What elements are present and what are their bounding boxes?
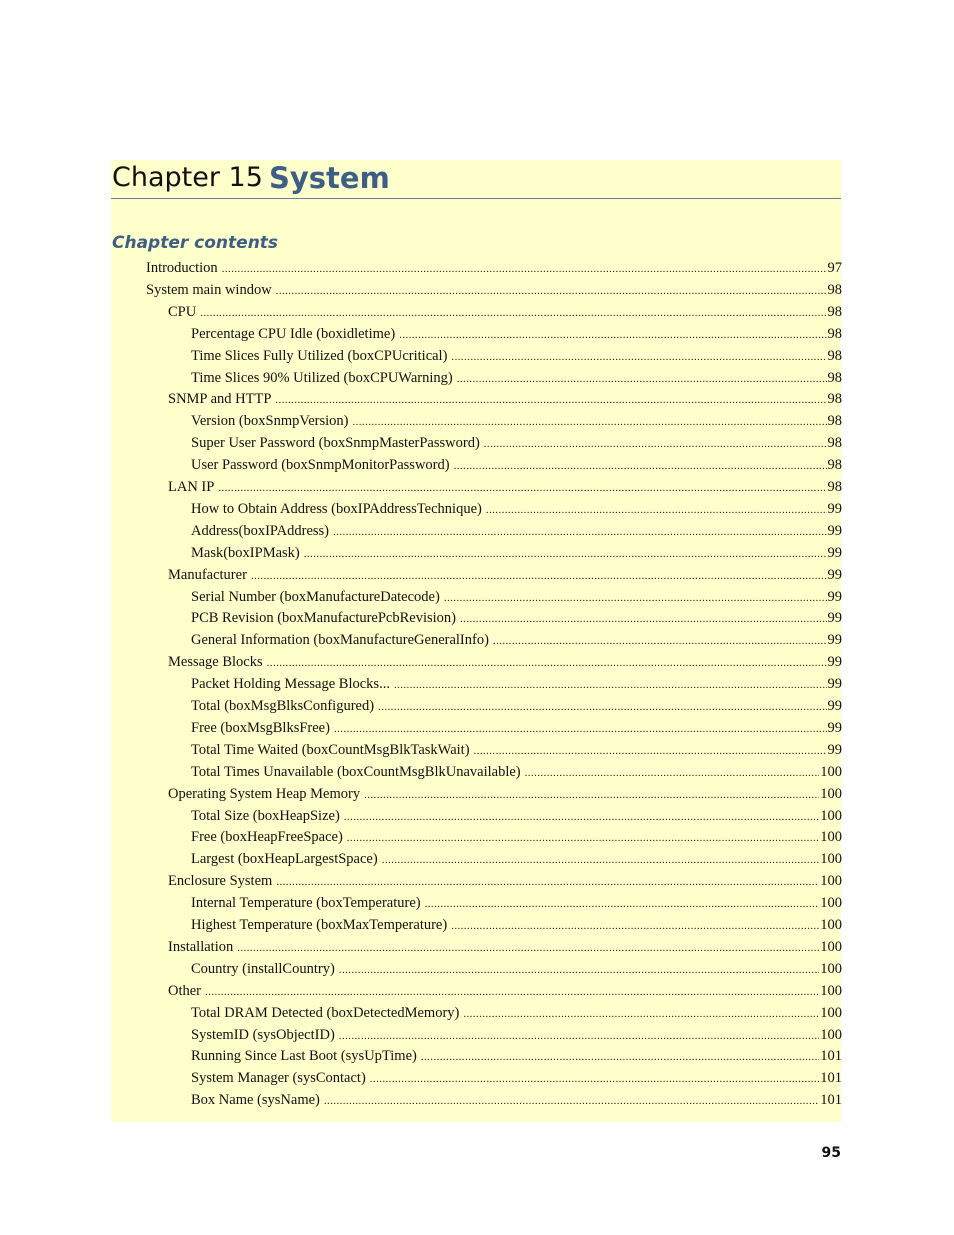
toc-entry[interactable] xyxy=(191,762,842,782)
toc-entry-title: Free (boxMsgBlksFree) xyxy=(191,719,330,736)
toc-entry-page: 100 xyxy=(820,807,842,824)
toc-entry-title: Total Times Unavailable (boxCountMsgBlkUnavailable) xyxy=(191,763,521,780)
toc-entry-title: General Information (boxManufactureGeneralInfo) xyxy=(191,632,489,649)
toc-dot-leader xyxy=(205,982,819,1002)
toc-entry-title: Version (boxSnmpVersion) xyxy=(191,413,349,430)
toc-dot-leader xyxy=(339,960,819,980)
toc-dot-leader xyxy=(267,653,827,673)
toc-entry[interactable] xyxy=(146,280,842,300)
toc-entry-title: Total (boxMsgBlksConfigured) xyxy=(191,698,375,714)
toc-entry-page: 99 xyxy=(827,654,842,671)
toc-entry[interactable] xyxy=(191,499,842,519)
toc-dot-leader xyxy=(218,478,826,498)
toc-entry[interactable] xyxy=(191,718,842,738)
toc-entry[interactable] xyxy=(168,477,842,497)
toc-dot-leader xyxy=(200,303,826,323)
toc-entry-page: 100 xyxy=(820,1026,842,1043)
toc-entry-title: Other xyxy=(168,982,202,999)
toc-entry-title: LAN IP xyxy=(168,479,215,495)
toc-dot-leader xyxy=(463,1004,819,1024)
toc-entry[interactable] xyxy=(191,827,842,847)
toc-dot-leader xyxy=(474,741,827,761)
toc-entry-title: SystemID (sysObjectID) xyxy=(191,1026,335,1043)
toc-entry[interactable] xyxy=(191,740,842,760)
toc-entry-page: 100 xyxy=(820,873,842,890)
toc-entry-page: 100 xyxy=(820,851,842,868)
toc-entry-title: Total Size (boxHeapSize) xyxy=(191,807,340,824)
toc-entry-page: 99 xyxy=(827,588,842,605)
toc-dot-leader xyxy=(304,544,827,564)
toc-dot-leader xyxy=(394,675,827,695)
toc-entry-page: 100 xyxy=(820,917,842,933)
toc-dot-leader xyxy=(378,697,826,717)
toc-entry-title: Super User Password (boxSnmpMasterPassword) xyxy=(191,435,480,452)
toc-dot-leader xyxy=(370,1069,819,1089)
toc-dot-leader xyxy=(451,916,819,936)
toc-dot-leader xyxy=(454,456,827,476)
toc-dot-leader xyxy=(324,1091,819,1111)
toc-entry[interactable] xyxy=(191,1003,842,1023)
toc-entry-title: PCB Revision (boxManufacturePcbRevision) xyxy=(191,610,457,627)
toc-entry[interactable] xyxy=(191,1046,842,1066)
toc-dot-leader xyxy=(237,938,819,958)
toc-entry[interactable] xyxy=(191,696,842,716)
toc-entry[interactable] xyxy=(168,652,842,672)
toc-entry[interactable] xyxy=(168,937,842,957)
toc-entry-page: 100 xyxy=(820,960,842,977)
chapter-contents-heading: Chapter contents xyxy=(112,233,279,253)
toc-entry-title: Address(boxIPAddress) xyxy=(191,522,330,539)
toc-entry-title: Total DRAM Detected (boxDetectedMemory) xyxy=(191,1004,460,1021)
toc-entry[interactable] xyxy=(191,455,842,475)
toc-entry-title: Total Time Waited (boxCountMsgBlkTaskWait) xyxy=(191,741,470,758)
toc-entry-title: CPU xyxy=(168,303,197,320)
toc-entry-page: 101 xyxy=(820,1070,842,1087)
toc-entry-page: 100 xyxy=(820,895,842,912)
toc-entry-page: 97 xyxy=(827,260,842,276)
toc-entry[interactable] xyxy=(191,630,842,650)
toc-dot-leader xyxy=(486,500,827,520)
toc-entry-title: Serial Number (boxManufactureDatecode) xyxy=(191,588,440,605)
toc-entry-title: Message Blocks xyxy=(168,654,263,671)
toc-entry-page: 100 xyxy=(820,763,842,780)
toc-entry-page: 101 xyxy=(820,1092,842,1109)
toc-entry[interactable] xyxy=(191,346,842,366)
toc-entry-title: Mask(boxIPMask) xyxy=(191,544,300,561)
toc-entry[interactable] xyxy=(168,784,842,804)
toc-dot-leader xyxy=(460,609,826,629)
toc-entry-page: 98 xyxy=(827,325,842,342)
toc-entry[interactable] xyxy=(191,1068,842,1088)
toc-entry-title: SNMP and HTTP xyxy=(168,391,272,408)
toc-entry-title: Packet Holding Message Blocks... xyxy=(191,676,390,693)
toc-dot-leader xyxy=(334,719,827,739)
toc-entry-title: Time Slices Fully Utilized (boxCPUcritical) xyxy=(191,347,448,364)
toc-entry-page: 99 xyxy=(827,522,842,539)
toc-dot-leader xyxy=(451,347,826,367)
toc-entry-title: Installation xyxy=(168,938,234,955)
toc-entry[interactable] xyxy=(168,302,842,322)
toc-dot-leader xyxy=(364,785,819,805)
toc-entry[interactable] xyxy=(191,433,842,453)
toc-dot-leader xyxy=(333,522,826,542)
toc-entry[interactable] xyxy=(168,981,842,1001)
toc-entry-page: 100 xyxy=(820,982,842,999)
toc-entry-title: Largest (boxHeapLargestSpace) xyxy=(191,851,378,868)
toc-entry[interactable] xyxy=(191,587,842,607)
toc-entry-page: 98 xyxy=(827,479,842,495)
toc-dot-leader xyxy=(493,631,827,651)
toc-entry[interactable] xyxy=(191,915,842,935)
toc-entry-page: 98 xyxy=(827,457,842,474)
toc-entry-page: 98 xyxy=(827,303,842,320)
toc-entry[interactable] xyxy=(168,871,842,891)
toc-entry-title: Box Name (sysName) xyxy=(191,1092,320,1109)
toc-entry[interactable] xyxy=(191,368,842,388)
toc-dot-leader xyxy=(425,894,820,914)
toc-entry-page: 99 xyxy=(827,719,842,736)
toc-entry-page: 99 xyxy=(827,500,842,517)
toc-entry[interactable] xyxy=(191,521,842,541)
toc-entry-page: 98 xyxy=(827,435,842,452)
toc-dot-leader xyxy=(344,807,819,827)
toc-dot-leader xyxy=(276,872,819,892)
toc-entry-title: How to Obtain Address (boxIPAddressTechnique) xyxy=(191,500,482,517)
toc-dot-leader xyxy=(399,325,826,345)
toc-entry-page: 99 xyxy=(827,632,842,649)
toc-entry-title: User Password (boxSnmpMonitorPassword) xyxy=(191,457,450,474)
toc-entry-title: Enclosure System xyxy=(168,873,273,890)
toc-dot-leader xyxy=(276,281,827,301)
toc-entry-page: 99 xyxy=(827,544,842,561)
toc-entry[interactable] xyxy=(168,389,842,409)
toc-entry-page: 100 xyxy=(820,829,842,846)
toc-entry-page: 99 xyxy=(827,698,842,714)
toc-dot-leader xyxy=(421,1047,819,1067)
chapter-heading xyxy=(111,160,841,199)
toc-dot-leader xyxy=(275,390,826,410)
toc-entry-title: Manufacturer xyxy=(168,566,247,583)
chapter-title: System xyxy=(269,161,390,195)
toc-entry-page: 98 xyxy=(827,369,842,386)
toc-entry-page: 98 xyxy=(827,347,842,364)
toc-entry-title: Country (installCountry) xyxy=(191,960,335,977)
toc-dot-leader xyxy=(339,1026,819,1046)
toc-entry[interactable] xyxy=(168,565,842,585)
toc-dot-leader xyxy=(525,763,820,783)
toc-dot-leader xyxy=(484,434,827,454)
toc-entry-title: Introduction xyxy=(146,260,218,276)
toc-entry-page: 99 xyxy=(827,566,842,583)
toc-dot-leader xyxy=(347,828,819,848)
toc-dot-leader xyxy=(457,369,827,389)
toc-entry-title: Running Since Last Boot (sysUpTime) xyxy=(191,1048,417,1065)
toc-entry-title: Time Slices 90% Utilized (boxCPUWarning) xyxy=(191,369,453,386)
toc-entry-title: Highest Temperature (boxMaxTemperature) xyxy=(191,917,448,933)
toc-entry[interactable] xyxy=(146,258,842,278)
page-number: 95 xyxy=(821,1145,841,1161)
toc-entry-page: 99 xyxy=(827,741,842,758)
toc-entry-page: 98 xyxy=(827,413,842,430)
toc-entry-page: 100 xyxy=(820,1004,842,1021)
toc-entry[interactable] xyxy=(191,806,842,826)
toc-entry-page: 100 xyxy=(820,938,842,955)
toc-entry[interactable] xyxy=(191,411,842,431)
toc-entry[interactable] xyxy=(191,324,842,344)
toc-dot-leader xyxy=(444,588,827,608)
toc-entry-page: 101 xyxy=(820,1048,842,1065)
toc-entry[interactable] xyxy=(191,608,842,628)
toc-entry[interactable] xyxy=(191,1090,842,1110)
toc-dot-leader xyxy=(251,566,827,586)
toc-entry-page: 100 xyxy=(820,785,842,802)
toc-entry-title: Free (boxHeapFreeSpace) xyxy=(191,829,343,846)
toc-entry[interactable] xyxy=(191,674,842,694)
toc-entry-title: Operating System Heap Memory xyxy=(168,785,361,802)
toc-entry[interactable] xyxy=(191,543,842,563)
toc-dot-leader xyxy=(352,412,826,432)
chapter-label: Chapter 15 xyxy=(112,162,263,193)
toc-entry[interactable] xyxy=(191,893,842,913)
toc-entry-page: 98 xyxy=(827,281,842,298)
toc-entry[interactable] xyxy=(191,849,842,869)
toc-entry[interactable] xyxy=(191,1025,842,1045)
toc-entry-page: 98 xyxy=(827,391,842,408)
toc-dot-leader xyxy=(382,850,820,870)
toc-entry[interactable] xyxy=(191,959,842,979)
toc-entry-title: System Manager (sysContact) xyxy=(191,1070,366,1087)
toc-entry-page: 99 xyxy=(827,610,842,627)
toc-entry-title: Internal Temperature (boxTemperature) xyxy=(191,895,421,912)
toc-entry-page: 99 xyxy=(827,676,842,693)
toc-entry-title: System main window xyxy=(146,281,272,298)
toc-entry-title: Percentage CPU Idle (boxidletime) xyxy=(191,325,396,342)
toc-dot-leader xyxy=(222,259,827,279)
